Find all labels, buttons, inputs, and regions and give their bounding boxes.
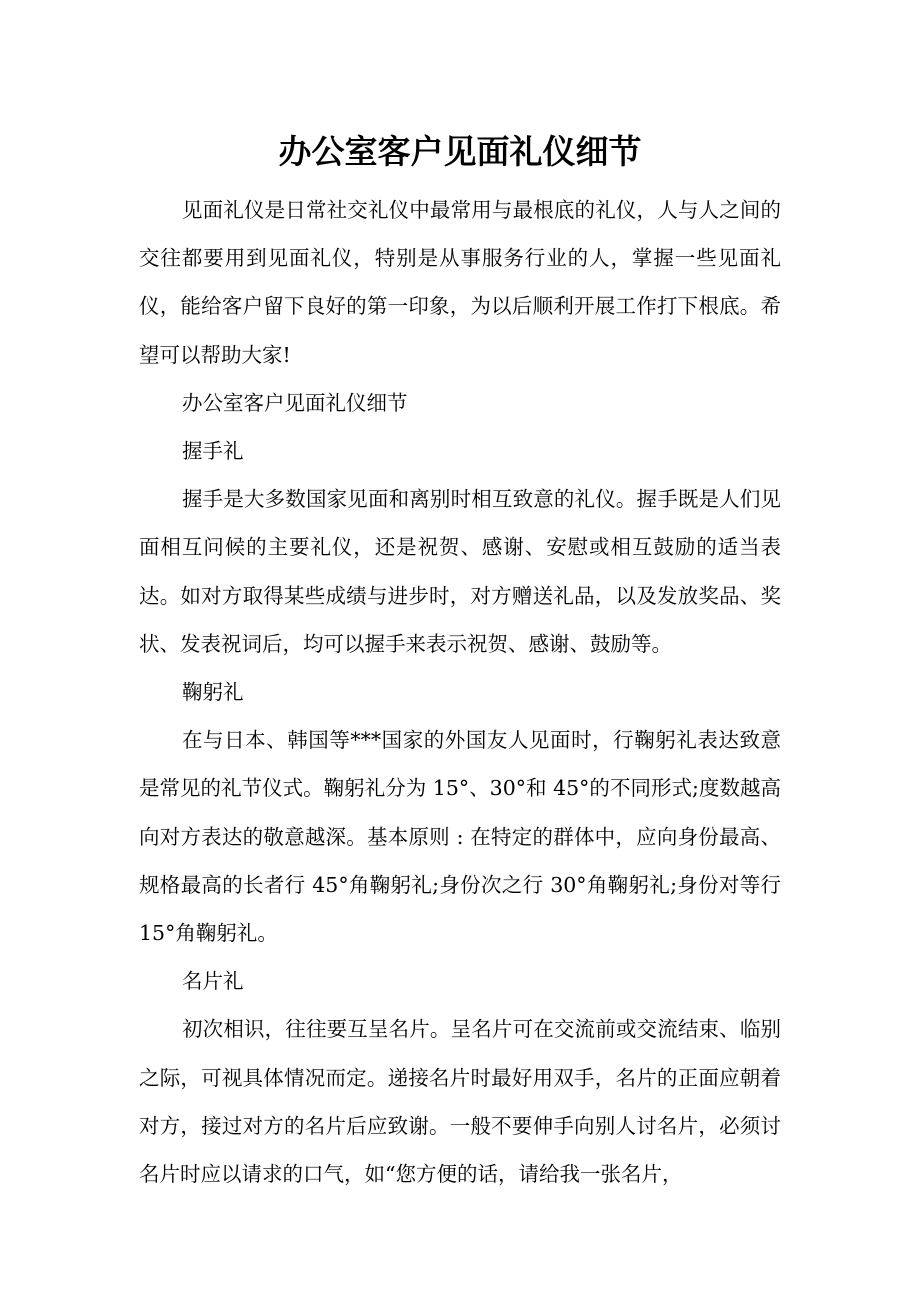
document-body [139, 186, 781, 1198]
section-heading-bow: 鞠躬礼 [182, 680, 244, 705]
document-title: 办公室客户见面礼仪细节 [278, 132, 642, 171]
section-heading-handshake: 握手礼 [182, 439, 244, 464]
section-heading-business-card: 名片礼 [182, 969, 244, 994]
intro-paragraph: 见面礼仪是日常社交礼仪中最常用与最根底的礼仪，人与人之间的交往都要用到见面礼仪，特别是从事服务行业的人，掌握一些见面礼仪，能给客户留下良好的第一印象，为以后顺利开展工作打下根底。希望可以帮助大家! [139, 198, 781, 367]
handshake-paragraph: 握手是大多数国家见面和离别时相互致意的礼仪。握手既是人们见面相互问候的主要礼仪，还是祝贺、感谢、安慰或相互鼓励的适当表达。如对方取得某些成绩与进步时，对方赠送礼品，以及发放奖品、奖状、发表祝词后，均可以握手来表示祝贺、感谢、鼓励等。 [139, 487, 781, 656]
section-heading-main: 办公室客户见面礼仪细节 [182, 390, 408, 415]
bow-paragraph: 在与日本、韩国等***国家的外国友人见面时，行鞠躬礼表达致意是常见的礼节仪式。鞠躬礼分为 15°、30°和 45°的不同形式;度数越高向对方表达的敬意越深。基本原则 : 在特定的群体中，应向身份最高、规格最高的长者行 45°角鞠躬礼;身份次之行 30°角鞠躬礼;身份对等行 15°角鞠躬礼。 [139, 728, 781, 946]
business-card-paragraph: 初次相识，往往要互呈名片。呈名片可在交流前或交流结束、临别之际，可视具体情况而定。递接名片时最好用双手，名片的正面应朝着对方，接过对方的名片后应致谢。一般不要伸手向别人讨名片，必须讨名片时应以请求的口气，如“您方便的话，请给我一张名片， [139, 1017, 781, 1187]
